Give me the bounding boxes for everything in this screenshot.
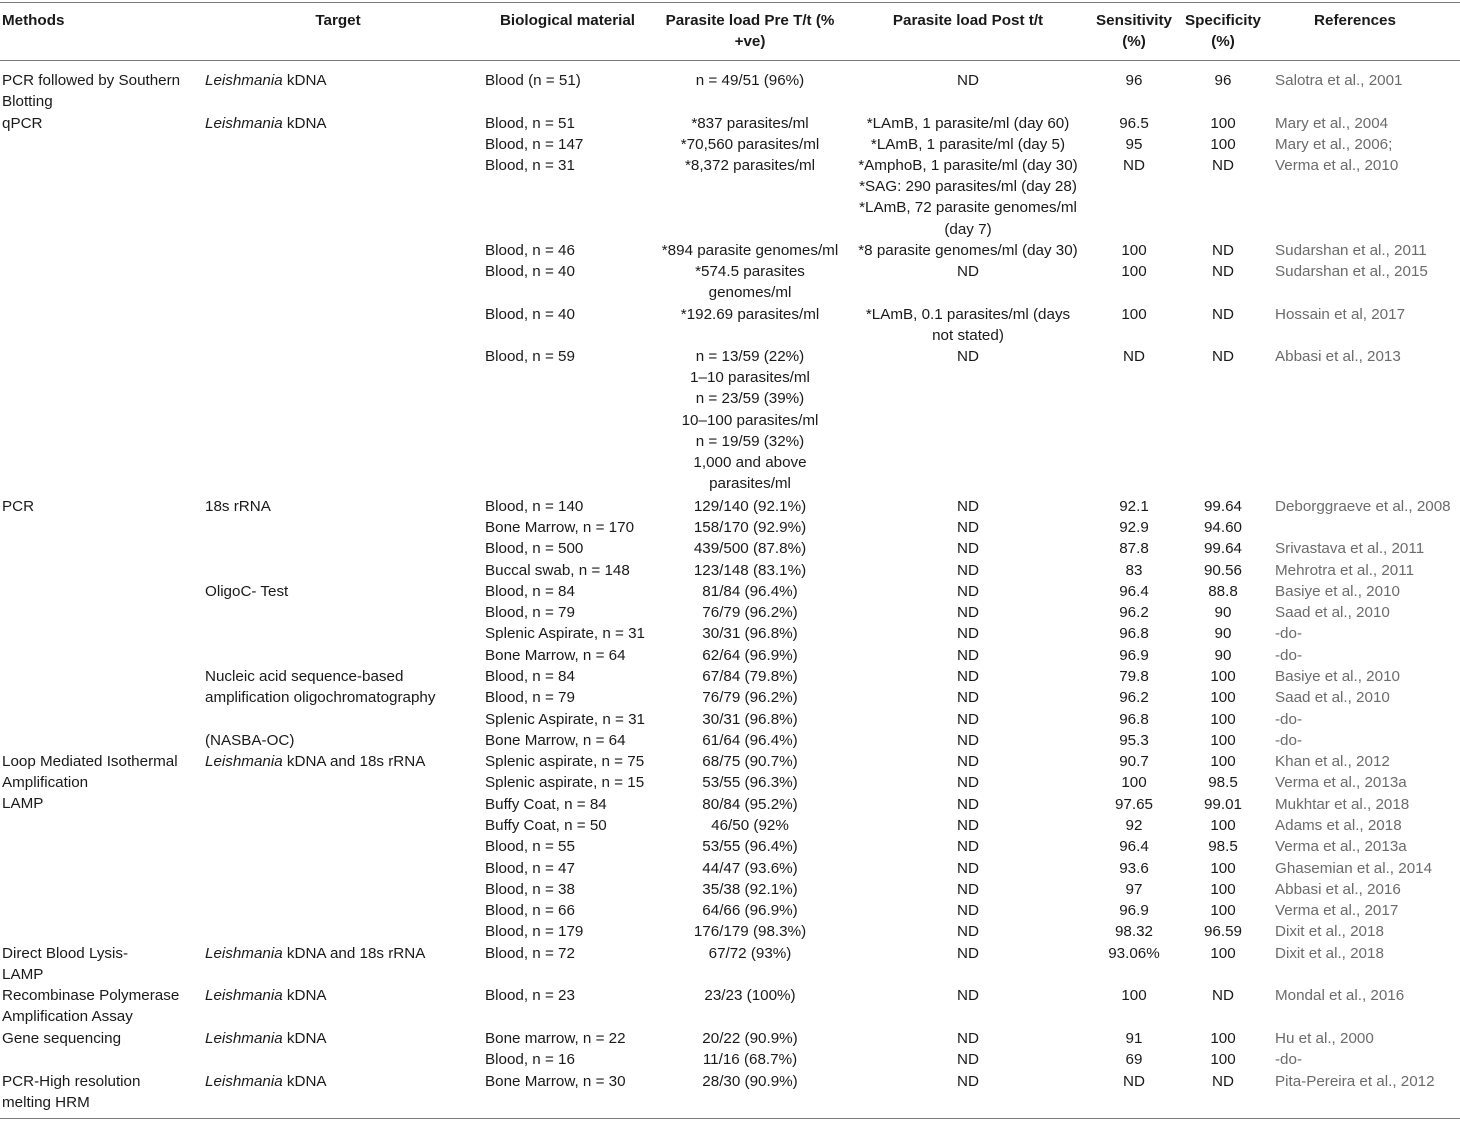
ref-cell: Saad et al., 2010 [1275,604,1390,621]
post-cell: ND [957,945,979,962]
material-cell: Blood, n = 79 [485,689,575,706]
pre-cell: 20/22 (90.9%) [702,1030,798,1047]
post-cell: ND [957,881,979,898]
ref-cell: Verma et al., 2013a [1275,774,1407,791]
method-cell: Loop Mediated Isothermal Amplification LAMP [2,753,178,813]
material-cell: Blood, n = 23 [485,987,575,1004]
ref-cell: Dixit et al., 2018 [1275,923,1384,940]
sens-cell: 97 [1125,881,1143,898]
post-cell: ND [957,72,979,89]
ref-cell: Abbasi et al., 2016 [1275,881,1401,898]
material-cell: Splenic aspirate, n = 75 [485,753,645,770]
pre-cell: *8,372 parasites/ml [684,157,815,174]
sens-cell: 95.3 [1119,732,1149,749]
sens-cell: 96 [1125,72,1143,89]
post-cell: ND [957,902,979,919]
post-cell: ND [957,753,979,770]
ref-cell: -do- [1275,647,1303,664]
sens-cell: 96.4 [1119,583,1149,600]
spec-cell: 90 [1214,625,1232,642]
pre-cell: *894 parasite genomes/ml [661,242,839,259]
material-cell: Blood, n = 31 [485,157,575,174]
ref-cell: Sudarshan et al., 2015 [1275,263,1428,280]
target-cell: Leishmania kDNA [205,1030,327,1047]
spec-cell: 100 [1210,136,1236,153]
pre-cell: 30/31 (96.8%) [702,711,798,728]
pre-cell: 76/79 (96.2%) [702,604,798,621]
ref-cell: -do- [1275,732,1303,749]
method-cell: PCR [2,498,35,515]
method-cell: Direct Blood Lysis- LAMP [2,945,129,984]
target-cell: Leishmania kDNA [205,115,327,132]
target-cell: Leishmania kDNA and 18s rRNA [205,753,426,770]
sens-cell: 96.2 [1119,604,1149,621]
material-cell: Splenic Aspirate, n = 31 [485,711,645,728]
pre-cell: 44/47 (93.6%) [702,860,798,877]
ref-cell: Hu et al., 2000 [1275,1030,1374,1047]
ref-cell: Pita-Pereira et al., 2012 [1275,1073,1435,1090]
sens-cell: 79.8 [1119,668,1149,685]
sens-cell: 96.9 [1119,902,1149,919]
spec-cell: 100 [1210,711,1236,728]
material-cell: Blood, n = 84 [485,583,575,600]
pre-cell: *70,560 parasites/ml [680,136,820,153]
pre-cell: 35/38 (92.1%) [702,881,798,898]
pre-cell: 76/79 (96.2%) [702,689,798,706]
pre-cell: 61/64 (96.4%) [702,732,798,749]
sens-cell: 100 [1121,263,1147,280]
ref-cell: Ghasemian et al., 2014 [1275,860,1433,877]
pre-cell: *192.69 parasites/ml [680,306,820,323]
post-cell: ND [957,647,979,664]
post-cell: ND [957,923,979,940]
ref-cell: Deborggraeve et al., 2008 [1275,498,1451,515]
post-cell: ND [957,774,979,791]
sens-cell: 92 [1125,817,1143,834]
pre-cell: 46/50 (92% [711,817,789,834]
post-cell: ND [957,796,979,813]
pre-cell: 53/55 (96.3%) [702,774,798,791]
pre-cell: 123/148 (83.1%) [693,562,807,579]
target-cell: (NASBA-OC) [205,732,295,749]
material-cell: Bone Marrow, n = 64 [485,647,626,664]
spec-cell: 100 [1210,881,1236,898]
material-cell: Bone Marrow, n = 64 [485,732,626,749]
ref-cell: Srivastava et al., 2011 [1275,540,1425,557]
post-cell: ND [957,583,979,600]
material-cell: Blood, n = 40 [485,263,575,280]
pre-cell: 80/84 (95.2%) [702,796,798,813]
post-cell: ND [957,732,979,749]
sens-cell: 91 [1125,1030,1143,1047]
ref-cell: Verma et al., 2017 [1275,902,1399,919]
header-cell: Specificity (%) [1185,12,1261,51]
spec-cell: ND [1212,157,1234,174]
post-cell: ND [957,668,979,685]
post-cell: *AmphoB, 1 parasite/ml (day 30) *SAG: 290 parasites/ml (day 28) *LAmB, 72 parasite genomes/ml (day 7) [858,157,1078,238]
spec-cell: ND [1212,1073,1234,1090]
ref-cell: Sudarshan et al., 2011 [1275,242,1427,259]
ref-cell: -do- [1275,625,1303,642]
post-cell: ND [957,1030,979,1047]
spec-cell: 99.01 [1203,796,1242,813]
ref-cell: Hossain et al, 2017 [1275,306,1406,323]
ref-cell: Mehrotra et al., 2011 [1275,562,1415,579]
pre-cell: 68/75 (90.7%) [702,753,798,770]
material-cell: Blood, n = 66 [485,902,575,919]
material-cell: Bone marrow, n = 22 [485,1030,626,1047]
method-cell: PCR-High resolution melting HRM [2,1073,141,1112]
spec-cell: 99.64 [1203,540,1242,557]
spec-cell: 99.64 [1203,498,1242,515]
post-cell: ND [957,604,979,621]
spec-cell: 100 [1210,817,1236,834]
pre-cell: 129/140 (92.1%) [693,498,807,515]
ref-cell: Basiye et al., 2010 [1275,583,1400,600]
header-cell: Target [315,12,361,29]
header-cell: Sensitivity (%) [1096,12,1172,51]
pre-cell: 23/23 (100%) [704,987,796,1004]
post-cell: ND [957,540,979,557]
post-cell: ND [957,1073,979,1090]
header-rule [0,60,1460,61]
pre-cell: *837 parasites/ml [691,115,809,132]
spec-cell: 98.5 [1208,774,1238,791]
ref-cell: Mukhtar et al., 2018 [1275,796,1410,813]
header-cell: Parasite load Post t/t [892,12,1044,29]
post-cell: ND [957,860,979,877]
spec-cell: 100 [1210,1030,1236,1047]
target-cell: OligoC- Test [205,583,289,600]
sens-cell: 95 [1125,136,1143,153]
material-cell: Blood, n = 16 [485,1051,575,1068]
spec-cell: 100 [1210,902,1236,919]
pre-cell: 62/64 (96.9%) [702,647,798,664]
pre-cell: 28/30 (90.9%) [702,1073,798,1090]
method-cell: Gene sequencing [2,1030,122,1047]
post-cell: *LAmB, 1 parasite/ml (day 5) [870,136,1066,153]
pre-cell: 53/55 (96.4%) [702,838,798,855]
spec-cell: 100 [1210,1051,1236,1068]
spec-cell: ND [1212,242,1234,259]
spec-cell: 96 [1214,72,1232,89]
pre-cell: *574.5 parasites genomes/ml [695,263,805,302]
spec-cell: 100 [1210,689,1236,706]
material-cell: Buccal swab, n = 148 [485,562,630,579]
sens-cell: 100 [1121,306,1147,323]
top-rule [0,2,1460,3]
ref-cell: Saad et al., 2010 [1275,689,1390,706]
header-cell: Parasite load Pre T/t (% +ve) [665,12,835,51]
pre-cell: 176/179 (98.3%) [693,923,807,940]
sens-cell: 100 [1121,774,1147,791]
sens-cell: 90.7 [1119,753,1149,770]
material-cell: Splenic Aspirate, n = 31 [485,625,645,642]
ref-cell: Basiye et al., 2010 [1275,668,1400,685]
ref-cell: Salotra et al., 2001 [1275,72,1403,89]
material-cell: Buffy Coat, n = 50 [485,817,607,834]
spec-cell: 100 [1210,115,1236,132]
material-cell: Blood, n = 84 [485,668,575,685]
ref-cell: -do- [1275,1051,1303,1068]
material-cell: Blood, n = 51 [485,115,575,132]
sens-cell: 97.65 [1114,796,1153,813]
spec-cell: 96.59 [1203,923,1242,940]
target-cell: 18s rRNA [205,498,271,515]
material-cell: Blood, n = 72 [485,945,575,962]
method-cell: qPCR [2,115,43,132]
method-cell: Recombinase Polymerase Amplification Assay [2,987,180,1026]
ref-cell: Adams et al., 2018 [1275,817,1402,834]
material-cell: Blood, n = 38 [485,881,575,898]
spec-cell: 98.5 [1208,838,1238,855]
ref-cell: -do- [1275,711,1303,728]
post-cell: ND [957,987,979,1004]
sens-cell: 96.8 [1119,711,1149,728]
pre-cell: n = 13/59 (22%) 1–10 parasites/ml n = 23/59 (39%) 10–100 parasites/ml n = 19/59 (32%) 1,000 and above parasites/ml [681,348,819,493]
sens-cell: 96.8 [1119,625,1149,642]
sens-cell: 96.5 [1119,115,1149,132]
spec-cell: 100 [1210,668,1236,685]
post-cell: ND [957,817,979,834]
pre-cell: 158/170 (92.9%) [693,519,807,536]
material-cell: Blood, n = 59 [485,348,575,365]
spec-cell: 100 [1210,860,1236,877]
material-cell: Blood (n = 51) [485,72,581,89]
target-cell: Leishmania kDNA [205,1073,327,1090]
material-cell: Blood, n = 47 [485,860,575,877]
pre-cell: n = 49/51 (96%) [695,72,805,89]
spec-cell: 100 [1210,753,1236,770]
post-cell: ND [957,1051,979,1068]
sens-cell: 92.1 [1119,498,1149,515]
ref-cell: Mondal et al., 2016 [1275,987,1405,1004]
post-cell: *LAmB, 1 parasite/ml (day 60) [866,115,1070,132]
ref-cell: Mary et al., 2006; [1275,136,1393,153]
spec-cell: 90 [1214,604,1232,621]
sens-cell: 83 [1125,562,1143,579]
pre-cell: 67/72 (93%) [708,945,792,962]
target-cell: Leishmania kDNA [205,72,327,89]
ref-cell: Dixit et al., 2018 [1275,945,1384,962]
header-cell: References [1314,12,1396,29]
spec-cell: 90 [1214,647,1232,664]
sens-cell: 100 [1121,987,1147,1004]
sens-cell: 96.9 [1119,647,1149,664]
header-cell: Biological material [499,12,636,29]
post-cell: ND [957,625,979,642]
spec-cell: ND [1212,348,1234,365]
spec-cell: 94.60 [1203,519,1242,536]
ref-cell: Mary et al., 2004 [1275,115,1389,132]
post-cell: ND [957,689,979,706]
sens-cell: 98.32 [1114,923,1153,940]
pre-cell: 67/84 (79.8%) [702,668,798,685]
spec-cell: 88.8 [1208,583,1238,600]
sens-cell: 92.9 [1119,519,1149,536]
header-cell: Methods [2,12,65,29]
material-cell: Blood, n = 147 [485,136,584,153]
pre-cell: 439/500 (87.8%) [693,540,807,557]
ref-cell: Verma et al., 2013a [1275,838,1407,855]
ref-cell: Abbasi et al., 2013 [1275,348,1401,365]
material-cell: Splenic aspirate, n = 15 [485,774,645,791]
bottom-rule [0,1118,1460,1119]
sens-cell: 93.06% [1108,945,1160,962]
sens-cell: ND [1123,157,1145,174]
post-cell: ND [957,348,979,365]
spec-cell: 90.56 [1203,562,1242,579]
sens-cell: ND [1123,1073,1145,1090]
sens-cell: ND [1123,348,1145,365]
ref-cell: Khan et al., 2012 [1275,753,1390,770]
method-cell: PCR followed by Southern Blotting [2,72,181,111]
material-cell: Blood, n = 46 [485,242,575,259]
post-cell: *LAmB, 0.1 parasites/ml (days not stated) [865,306,1071,345]
sens-cell: 96.2 [1119,689,1149,706]
spec-cell: ND [1212,306,1234,323]
sens-cell: 100 [1121,242,1147,259]
pre-cell: 11/16 (68.7%) [702,1051,798,1068]
spec-cell: 100 [1210,945,1236,962]
material-cell: Blood, n = 40 [485,306,575,323]
ref-cell: Verma et al., 2010 [1275,157,1399,174]
spec-cell: 100 [1210,732,1236,749]
material-cell: Blood, n = 79 [485,604,575,621]
target-cell: Leishmania kDNA and 18s rRNA [205,945,426,962]
material-cell: Blood, n = 500 [485,540,584,557]
material-cell: Bone Marrow, n = 170 [485,519,635,536]
material-cell: Blood, n = 55 [485,838,575,855]
post-cell: ND [957,519,979,536]
target-cell: Nucleic acid sequence-based amplification oligochromatography [205,668,436,707]
material-cell: Blood, n = 179 [485,923,584,940]
spec-cell: ND [1212,987,1234,1004]
post-cell: ND [957,562,979,579]
sens-cell: 96.4 [1119,838,1149,855]
pre-cell: 30/31 (96.8%) [702,625,798,642]
post-cell: *8 parasite genomes/ml (day 30) [858,242,1078,259]
post-cell: ND [957,838,979,855]
sens-cell: 69 [1125,1051,1143,1068]
pre-cell: 64/66 (96.9%) [702,902,798,919]
material-cell: Bone Marrow, n = 30 [485,1073,626,1090]
post-cell: ND [957,263,979,280]
post-cell: ND [957,711,979,728]
material-cell: Blood, n = 140 [485,498,584,515]
spec-cell: ND [1212,263,1234,280]
material-cell: Buffy Coat, n = 84 [485,796,607,813]
pre-cell: 81/84 (96.4%) [702,583,798,600]
sens-cell: 87.8 [1119,540,1149,557]
target-cell: Leishmania kDNA [205,987,327,1004]
post-cell: ND [957,498,979,515]
sens-cell: 93.6 [1119,860,1149,877]
